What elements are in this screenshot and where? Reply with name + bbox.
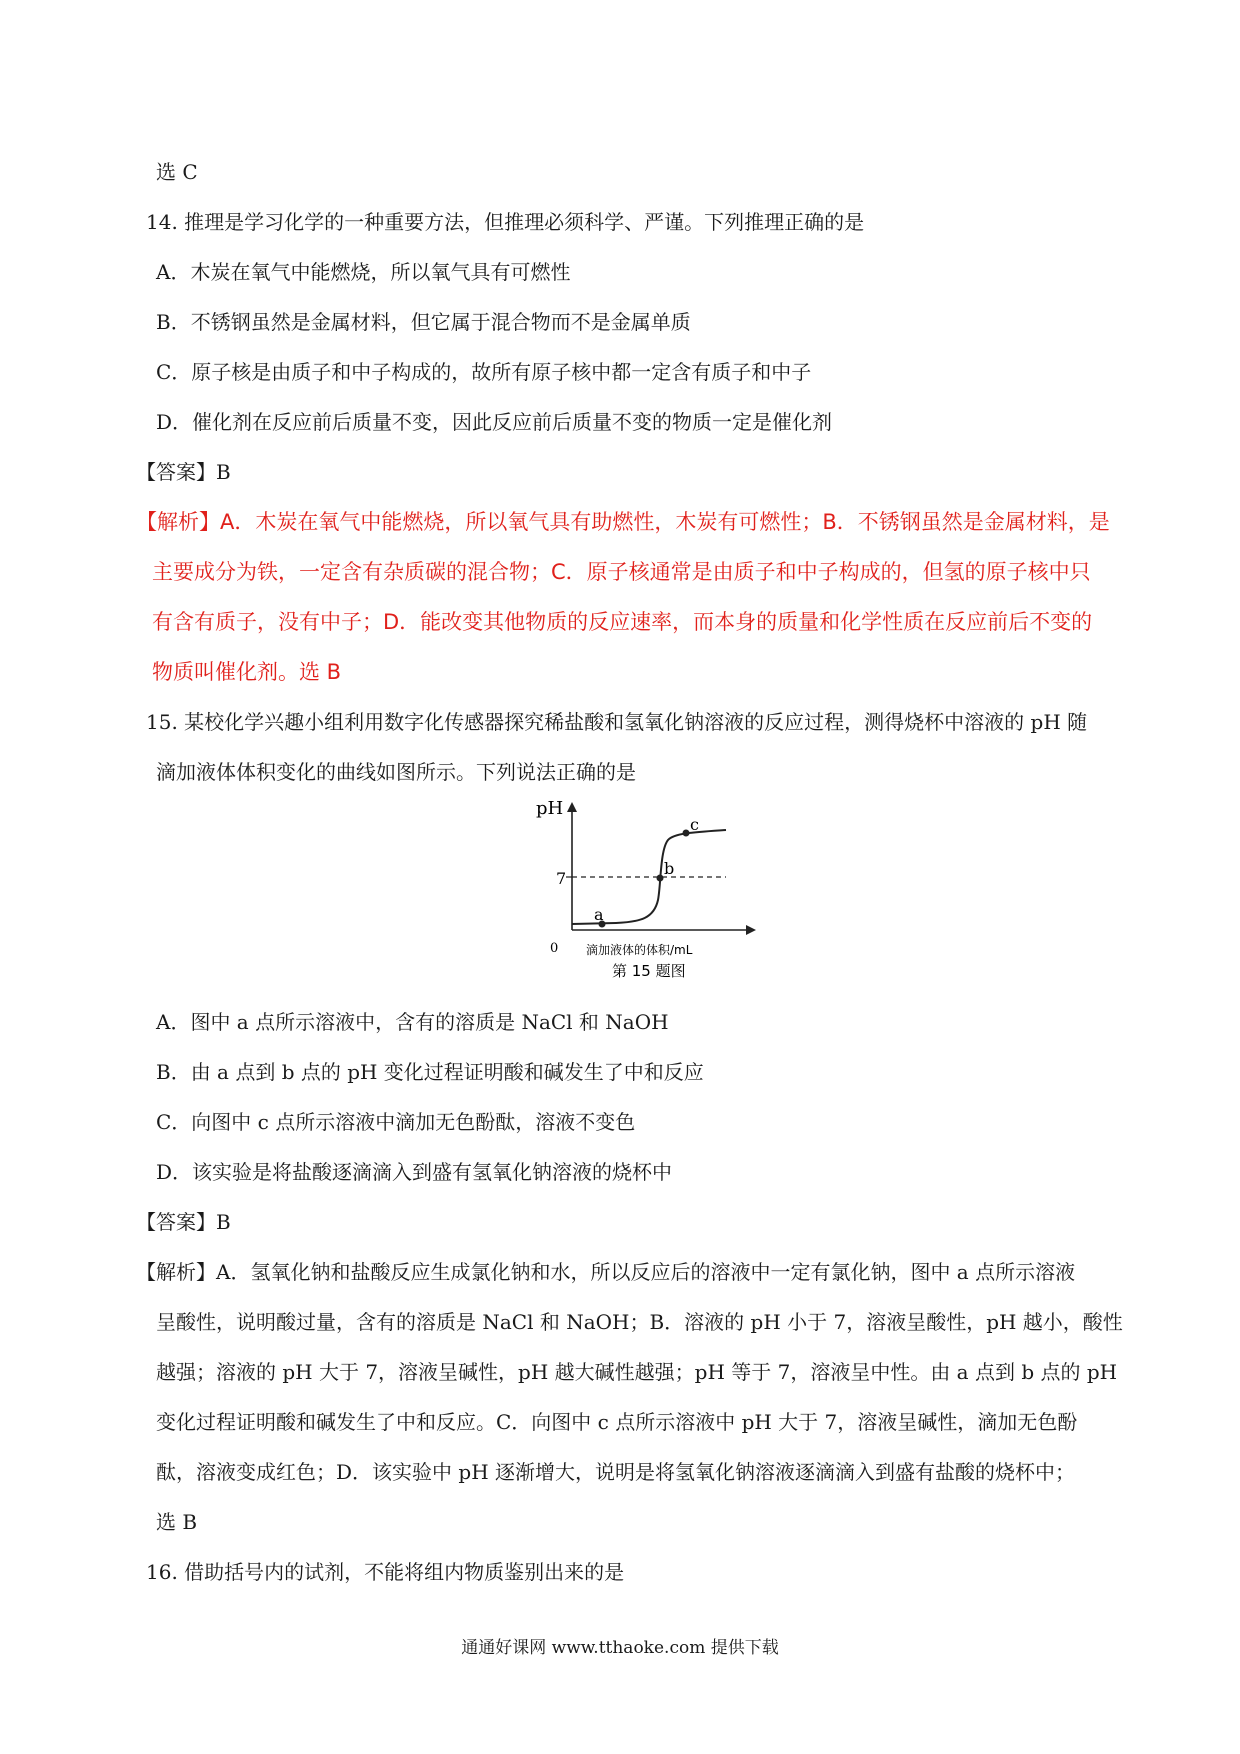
q15-option-c: C．向图中 c 点所示溶液中滴加无色酚酞，溶液不变色 (156, 1110, 636, 1134)
q14-analysis-label: 【解析】 (136, 510, 220, 534)
page-footer: 通通好课网 www.tthaoke.com 提供下载 (461, 1638, 779, 1658)
y-axis-arrow (567, 802, 577, 812)
previous-answer-tail: 选 C (156, 160, 198, 184)
point-b-label: b (664, 859, 675, 878)
q14-option-c: C．原子核是由质子和中子构成的，故所有原子核中都一定含有质子和中子 (156, 360, 812, 384)
q14-analysis-line-1: 【解析】A．木炭在氧气中能燃烧，所以氧气具有助燃性，木炭有可燃性；B．不锈钢虽然是金属材料，是 (136, 510, 1110, 534)
q15-option-d: D．该实验是将盐酸逐滴滴入到盛有氢氧化钠溶液的烧杯中 (156, 1160, 673, 1184)
q15-stem-line-1: 15. 某校化学兴趣小组利用数字化传感器探究稀盐酸和氢氧化钠溶液的反应过程，测得烧杯中溶液的 pH 随 (146, 710, 1088, 734)
q14-analysis-line-4: 物质叫催化剂。选 B (152, 660, 342, 684)
q14-option-b: B．不锈钢虽然是金属材料，但它属于混合物而不是金属单质 (156, 310, 691, 334)
point-c-marker (683, 830, 690, 837)
q15-ph-curve-figure (536, 798, 768, 990)
q15-analysis-line-2: 呈酸性，说明酸过量，含有的溶质是 NaCl 和 NaOH；B．溶液的 pH 小于 7，溶液呈酸性，pH 越小，酸性 (156, 1310, 1123, 1334)
figure-caption: 第 15 题图 (612, 962, 686, 980)
point-a-label: a (594, 905, 604, 924)
point-c-label: c (690, 815, 699, 834)
q14-stem: 14. 推理是学习化学的一种重要方法，但推理必须科学、严谨。下列推理正确的是 (146, 210, 865, 234)
x-axis-label: 滴加液体的体积/mL (586, 943, 693, 957)
q15-option-a: A．图中 a 点所示溶液中，含有的溶质是 NaCl 和 NaOH (156, 1010, 669, 1034)
q14-analysis-line-3: 有含有质子，没有中子；D．能改变其他物质的反应速率，而本身的质量和化学性质在反应前后不变的 (152, 610, 1093, 634)
origin-label: 0 (550, 941, 559, 956)
q15-stem-line-2: 滴加液体体积变化的曲线如图所示。下列说法正确的是 (156, 760, 636, 784)
q14-option-a: A．木炭在氧气中能燃烧，所以氧气具有可燃性 (156, 260, 571, 284)
x-axis-arrow (746, 925, 756, 935)
q15-analysis-line-4: 变化过程证明酸和碱发生了中和反应。C．向图中 c 点所示溶液中 pH 大于 7，溶液呈碱性，滴加无色酚 (156, 1410, 1078, 1434)
q15-analysis-line-6: 选 B (156, 1510, 198, 1534)
q15-analysis-line-5: 酞，溶液变成红色；D．该实验中 pH 逐渐增大，说明是将氢氧化钠溶液逐滴滴入到盛有盐酸的烧杯中； (156, 1460, 1075, 1484)
q15-answer: 【答案】B (136, 1210, 231, 1234)
q15-analysis-line-3: 越强；溶液的 pH 大于 7，溶液呈碱性，pH 越大碱性越强；pH 等于 7，溶液呈中性。由 a 点到 b 点的 pH (156, 1360, 1118, 1384)
y-axis-label: pH (536, 798, 564, 819)
y-tick-label-7: 7 (556, 869, 567, 888)
q14-option-d: D．催化剂在反应前后质量不变，因此反应前后质量不变的物质一定是催化剂 (156, 410, 833, 434)
point-b-marker (657, 875, 664, 882)
q14-answer: 【答案】B (136, 460, 231, 484)
q14-analysis-line-2: 主要成分为铁，一定含有杂质碳的混合物；C．原子核通常是由质子和中子构成的，但氢的原子核中只 (152, 560, 1091, 584)
q16-stem: 16. 借助括号内的试剂，不能将组内物质鉴别出来的是 (146, 1560, 625, 1584)
q15-analysis-line-1: 【解析】A．氢氧化钠和盐酸反应生成氯化钠和水，所以反应后的溶液中一定有氯化钠，图中 a 点所示溶液 (136, 1260, 1076, 1284)
q15-option-b: B．由 a 点到 b 点的 pH 变化过程证明酸和碱发生了中和反应 (156, 1060, 704, 1084)
